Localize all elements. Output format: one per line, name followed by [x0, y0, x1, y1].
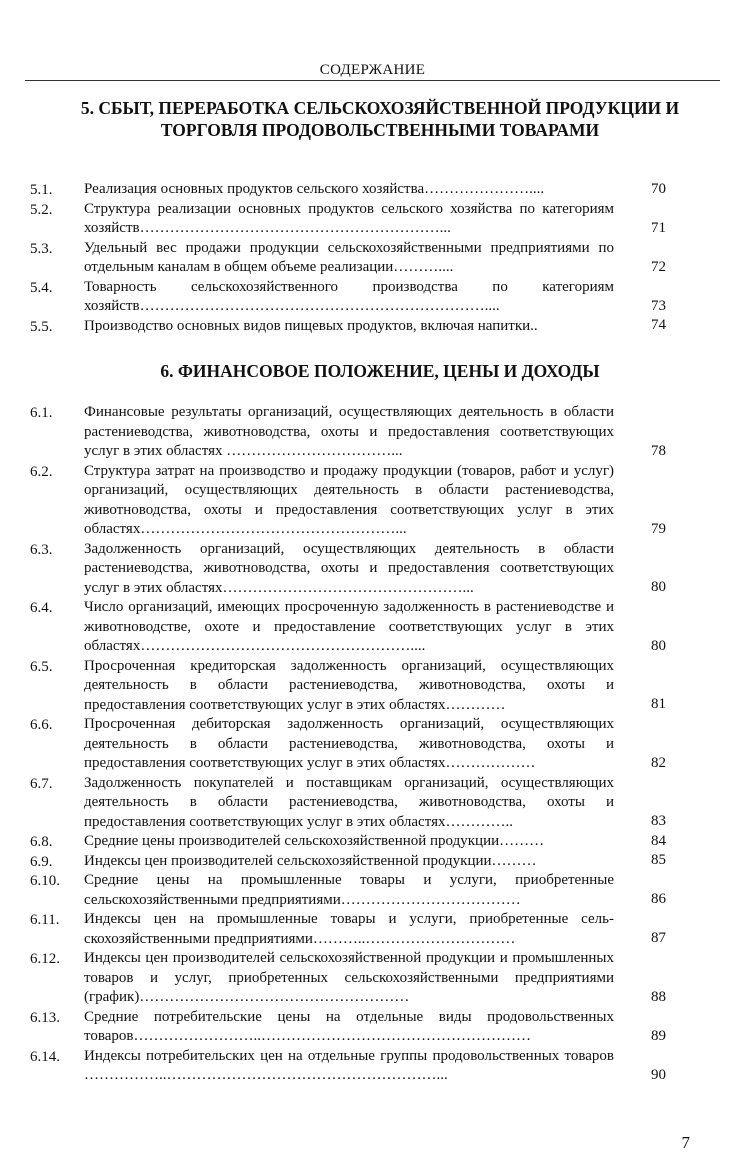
running-head: СОДЕРЖАНИЕ: [319, 62, 426, 78]
toc-entry-title: Задолженность организаций, осуществляющих деятельность в области растениеводства, животноводства, охоты и предоставления соответствующих услуг в этих областях…………………………………………...: [84, 540, 614, 596]
toc-entry-title: Средние потребительские цены на отдельные виды продовольственных товаров……………………..………………………………………………: [84, 1008, 614, 1044]
toc-entry-number: 6.6.: [30, 717, 53, 733]
toc-entry[interactable]: [0, 657, 744, 716]
toc-entry[interactable]: [0, 180, 744, 200]
toc-entry[interactable]: [0, 871, 744, 910]
toc-entry-page: 86: [651, 891, 666, 907]
toc-entry[interactable]: [0, 540, 744, 599]
toc-entry[interactable]: [0, 715, 744, 774]
toc-entry-title: Индексы цен производителей сельскохозяйственной продукции и промышленных товаров и услуг, приобретенных сельскохозяйственными предприятиями (график)………………………………………………: [84, 950, 614, 1005]
toc-entry-number: 6.12.: [30, 951, 60, 967]
toc-entry-page: 72: [651, 258, 666, 275]
toc-entry-title: Структура затрат на производство и продажу продукции (товаров, работ и услуг) организаций, осуществляющих деятельность в области растениеводства, животноводства, охоты и предоставления соответствующих услуг в этих областях……………………………………………...: [84, 462, 614, 537]
toc-entry[interactable]: [0, 462, 744, 540]
toc-entry[interactable]: [0, 200, 744, 239]
toc-entry-title: Товарность сельскохозяйственного производства по категориям хозяйств……………………………………………………………....: [84, 278, 614, 314]
toc-entry-title: Производство основных видов пищевых продуктов, включая напитки..: [84, 317, 538, 334]
toc-entry-number: 5.5.: [30, 318, 53, 335]
toc-entry-number: 6.4.: [30, 600, 53, 616]
toc-entry[interactable]: [0, 1008, 744, 1047]
toc-entry[interactable]: [0, 1047, 744, 1086]
toc-entry-title: Средние цены производителей сельскохозяйственной продукции………: [84, 833, 545, 849]
toc-entry-number: 6.7.: [30, 775, 53, 792]
toc-entry-number: 6.13.: [30, 1009, 60, 1026]
toc-entry-title: Индексы цен на промышленные товары и услуги, приобретенные сельскохозяйственными предприятиями………..…………………………: [84, 911, 614, 947]
toc-entry-number: 6.14.: [30, 1048, 60, 1065]
toc-entry-title: Индексы цен производителей сельскохозяйственной продукции………: [84, 852, 537, 869]
toc-entry-page: 82: [651, 754, 666, 771]
toc-entry-title: Просроченная дебиторская задолженность организаций, осуществляющих деятельность в области растениеводства, животноводства, охоты и предоставления соответствующих услуг в этих областях………………: [84, 716, 614, 771]
toc-entry-page: 83: [651, 813, 666, 829]
toc-entry[interactable]: [0, 239, 744, 278]
section-6-entries: [0, 403, 744, 1086]
toc-entry-number: 5.1.: [30, 182, 53, 198]
toc-entry-page: 89: [651, 1027, 666, 1044]
toc-entry[interactable]: [0, 403, 744, 462]
toc-entry[interactable]: [0, 949, 744, 1008]
toc-entry-title: Структура реализации основных продуктов сельского хозяйства по категориям хозяйств……………………………………………………...: [84, 200, 614, 236]
toc-entry-number: 6.10.: [30, 873, 60, 889]
toc-entry-page: 90: [651, 1066, 666, 1083]
toc-entry-page: 70: [651, 180, 666, 197]
toc-entry-title: Число организаций, имеющих просроченную задолженность в растениеводстве и животноводстве, охоте и предоставление соответствующих услуг в этих областях………………………………………………....: [84, 599, 614, 654]
toc-entry-page: 80: [651, 579, 666, 595]
toc-entry-page: 87: [651, 930, 666, 946]
toc-entry-number: 6.2.: [30, 463, 53, 480]
toc-entry-title: Финансовые результаты организаций, осуществляющих деятельность в области растениеводства, животноводства, охоты и предоставления соответствующих услуг в этих областях ……………………………...: [84, 404, 614, 459]
toc-entry[interactable]: [0, 598, 744, 657]
toc-entry-number: 6.8.: [30, 834, 53, 850]
toc-entry-title: Средние цены на промышленные товары и услуги, приобретенные сельскохозяйственными предприятиями………………………………: [84, 872, 614, 908]
toc-entry[interactable]: [0, 832, 744, 852]
toc-entry[interactable]: [0, 910, 744, 949]
toc-entry-page: 85: [651, 852, 666, 868]
toc-entry-number: 6.11.: [30, 912, 60, 928]
toc-entry-number: 6.5.: [30, 658, 53, 675]
toc-entry-title: Реализация основных продуктов сельского хозяйства…………………....: [84, 181, 545, 197]
section-5-title: 5. СБЫТ, ПЕРЕРАБОТКА СЕЛЬСКОХОЗЯЙСТВЕННОЙ ПРОДУКЦИИ И ТОРГОВЛЯ ПРОДОВОЛЬСТВЕННЫМИ ТОВАРАМИ: [80, 98, 680, 140]
toc-entry-number: 6.3.: [30, 541, 53, 558]
toc-entry-number: 6.1.: [30, 405, 53, 421]
toc-entry-number: 5.4.: [30, 279, 53, 296]
section-6-title: 6. ФИНАНСОВОЕ ПОЛОЖЕНИЕ, ЦЕНЫ И ДОХОДЫ: [160, 361, 600, 381]
toc-entry-page: 73: [651, 297, 666, 314]
toc-entry-page: 81: [651, 696, 666, 712]
toc-entry[interactable]: [0, 317, 744, 337]
toc-entry-title: Просроченная кредиторская задолженность организаций, осуществляющих деятельность в области растениеводства, животноводства, охоты и предоставления соответствующих услуг в этих областях…………: [84, 657, 614, 713]
toc-entry-page: 71: [651, 219, 666, 236]
header-rule: [25, 80, 720, 81]
toc-entry[interactable]: [0, 774, 744, 833]
toc-entry-title: Индексы потребительских цен на отдельные группы продовольственных товаров ……………..………………………………………………...: [84, 1047, 614, 1083]
toc-entry-page: 84: [651, 832, 666, 849]
page-number: 7: [681, 1133, 690, 1152]
toc-entry-title: Задолженность покупателей и поставщикам организаций, осуществляющих деятельность в области растениеводства, животноводства, охоты и предоставления соответствующих услуг в этих областях…………..: [84, 774, 614, 830]
toc-entry[interactable]: [0, 852, 744, 872]
toc-entry-number: 5.2.: [30, 201, 53, 218]
toc-entry-number: 5.3.: [30, 240, 53, 257]
toc-entry[interactable]: [0, 278, 744, 317]
toc-entry-page: 79: [651, 520, 666, 537]
toc-entry-title: Удельный вес продажи продукции сельскохозяйственными предприятиями по отдельным каналам в общем объеме реализации………....: [84, 239, 614, 275]
toc-entry-number: 6.9.: [30, 853, 53, 870]
toc-entry-page: 74: [651, 317, 666, 333]
section-5-entries: [0, 180, 744, 336]
toc-entry-page: 88: [651, 988, 666, 1005]
toc-entry-page: 80: [651, 637, 666, 654]
toc-entry-page: 78: [651, 442, 666, 459]
